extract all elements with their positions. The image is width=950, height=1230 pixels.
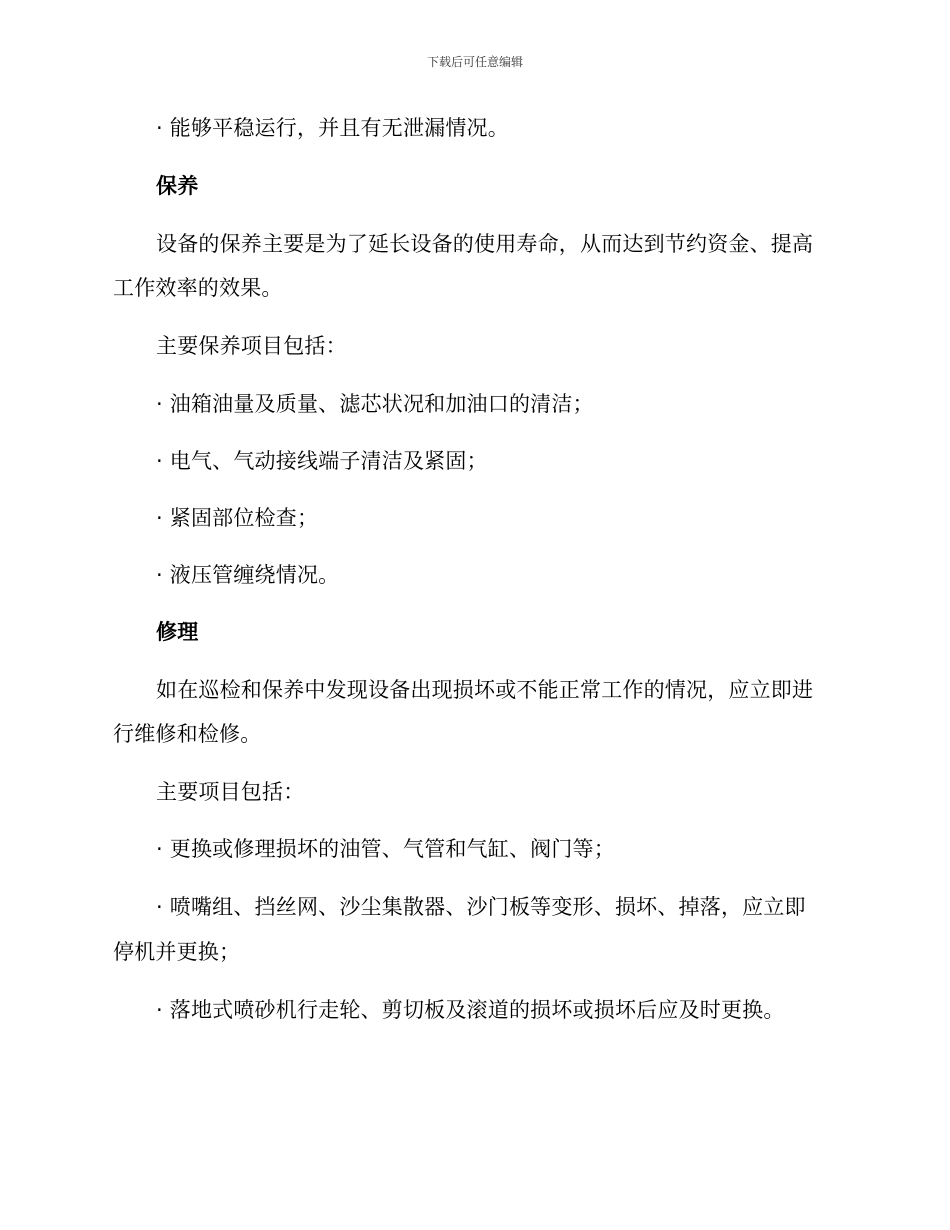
paragraph-repair-intro-line2: 行维修和检修。 [113, 722, 262, 746]
paragraph-maintenance-intro-line2: 工作效率的效果。 [113, 276, 283, 300]
section-heading-repair: 修理 [156, 620, 199, 644]
paragraph-repair-intro-line1: 如在巡检和保养中发现设备出现损坏或不能正常工作的情况，应立即进 [156, 678, 814, 702]
paragraph-repair-items-title: 主要项目包括： [156, 780, 305, 804]
list-item: · 液压管缠绕情况。 [156, 563, 340, 587]
page-header-note: 下载后可任意编辑 [426, 55, 523, 69]
list-item: · 落地式喷砂机行走轮、剪切板及滚道的损坏或损坏后应及时更换。 [156, 998, 785, 1022]
list-item: · 更换或修理损坏的油管、气管和气缸、阀门等； [156, 837, 615, 861]
paragraph-maintenance-items-title: 主要保养项目包括： [156, 334, 347, 358]
paragraph-maintenance-intro-line1: 设备的保养主要是为了延长设备的使用寿命，从而达到节约资金、提高 [156, 232, 814, 256]
list-item: · 喷嘴组、挡丝网、沙尘集散器、沙门板等变形、损坏、掉落，应立即 [156, 895, 806, 919]
list-item: · 油箱油量及质量、滤芯状况和加油口的清洁； [156, 392, 594, 416]
section-heading-maintenance: 保养 [156, 174, 199, 198]
list-item: · 紧固部位检查； [156, 506, 319, 530]
list-item-continuation: 停机并更换； [113, 940, 241, 964]
list-item: · 电气、气动接线端子清洁及紧固； [156, 449, 488, 473]
paragraph-inspection-item: · 能够平稳运行，并且有无泄漏情况。 [156, 116, 509, 140]
